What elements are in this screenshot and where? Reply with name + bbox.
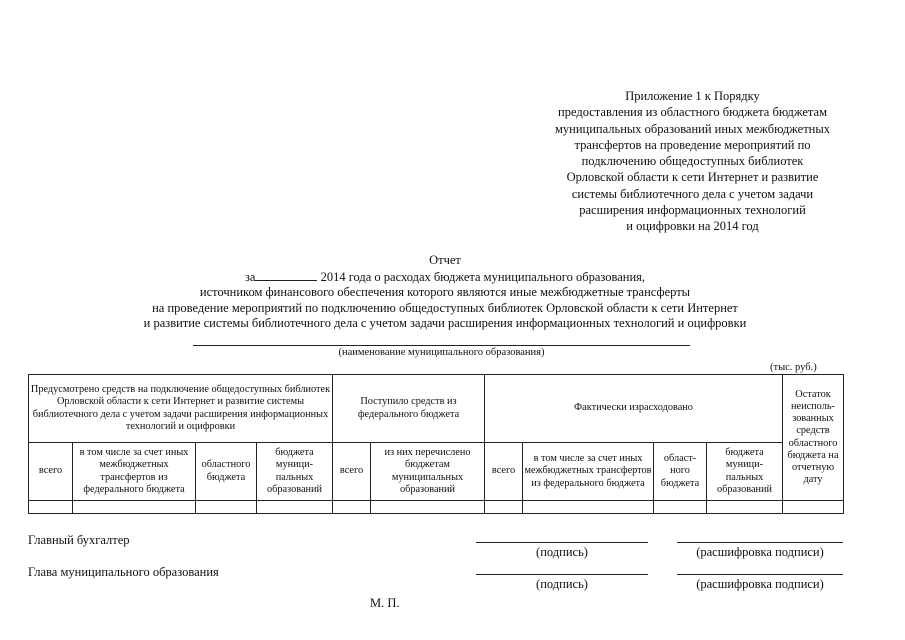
- appendix-line: Приложение 1 к Порядку: [625, 89, 760, 103]
- report-table: [28, 374, 844, 514]
- table-cell[interactable]: [29, 501, 73, 514]
- subheader-spent-total: всего: [485, 443, 523, 501]
- header-remainder: Остаток неисполь-зованных средств областного бюджета на отчетную дату: [783, 375, 844, 501]
- signature-caption: (подпись): [536, 577, 588, 591]
- header-received-federal: Поступило средств из федерального бюджета: [333, 375, 485, 443]
- appendix-line: подключению общедоступных библиотек: [581, 154, 804, 169]
- appendix-line: системы библиотечного дела с учетом задачи: [571, 186, 814, 201]
- head-label: Глава муниципального образования: [28, 565, 219, 579]
- table-cell[interactable]: [73, 501, 196, 514]
- head-decoding-field[interactable]: [677, 574, 843, 575]
- subheader-planned-municipal: бюджета муници-пальных образований: [257, 443, 333, 501]
- chief-accountant-signature-field[interactable]: [476, 542, 648, 543]
- table-cell[interactable]: [333, 501, 371, 514]
- table-cell[interactable]: [485, 501, 523, 514]
- table-cell[interactable]: [654, 501, 707, 514]
- report-title-block: [60, 253, 830, 332]
- header-actual-spent: Фактически израсходовано: [485, 375, 783, 443]
- signature-caption: (подпись): [536, 545, 588, 559]
- chief-accountant-label: Главный бухгалтер: [28, 533, 130, 547]
- table-cell[interactable]: [257, 501, 333, 514]
- report-subtitle-line: источником финансового обеспечения которого являются иные межбюджетные трансферты: [199, 285, 691, 299]
- municipality-name-field[interactable]: [193, 345, 690, 346]
- table-cell[interactable]: [707, 501, 783, 514]
- head-signature-field[interactable]: [476, 574, 648, 575]
- decoding-caption: (расшифровка подписи): [696, 577, 824, 591]
- units-label: (тыс. руб.): [770, 362, 817, 373]
- appendix-line: Орловской области к сети Интернет и развитие: [566, 170, 819, 185]
- subheader-spent-regional: област-ного бюджета: [654, 443, 707, 501]
- appendix-line: муниципальных образований иных межбюджетных: [555, 121, 830, 136]
- table-cell[interactable]: [783, 501, 844, 514]
- period-blank[interactable]: [255, 269, 317, 281]
- subheader-planned-regional: областного бюджета: [196, 443, 257, 501]
- subheader-received-transferred: из них перечислено бюджетам муниципальных образований: [371, 443, 485, 501]
- report-subtitle-line: и развитие системы библиотечного дела с учетом задачи расширения информационных технологий и оцифровки: [143, 316, 747, 330]
- decoding-caption: (расшифровка подписи): [696, 545, 824, 559]
- header-planned-funds: Предусмотрено средств на подключение общедоступных библиотек Орловской области к сети Интернет и развитие системы библиотечного дела с учетом задачи расширения информационных технологий и оцифровки: [29, 375, 333, 443]
- appendix-header: [520, 88, 865, 235]
- subheader-spent-municipal: бюджета муници-пальных образований: [707, 443, 783, 501]
- period-prefix: за: [244, 269, 256, 284]
- report-title: Отчет: [429, 253, 461, 267]
- municipality-name-caption: (наименование муниципального образования): [338, 347, 545, 358]
- table-cell[interactable]: [371, 501, 485, 514]
- period-suffix: 2014 года о расходах бюджета муниципального образования,: [317, 269, 646, 284]
- stamp-placeholder: М. П.: [370, 596, 400, 610]
- subheader-spent-federal: в том числе за счет иных межбюджетных трансфертов из федерального бюджета: [523, 443, 654, 501]
- subheader-received-total: всего: [333, 443, 371, 501]
- table-cell[interactable]: [196, 501, 257, 514]
- subheader-planned-federal: в том числе за счет иных межбюджетных трансфертов из федерального бюджета: [73, 443, 196, 501]
- appendix-line: предоставления из областного бюджета бюджетам: [558, 105, 827, 120]
- appendix-line: и оцифровки на 2014 год: [626, 219, 759, 234]
- table-cell[interactable]: [523, 501, 654, 514]
- chief-accountant-decoding-field[interactable]: [677, 542, 843, 543]
- report-subtitle-line: на проведение мероприятий по подключению общедоступных библиотек Орловской области к сети Интернет: [152, 300, 738, 315]
- report-period-line: [60, 269, 830, 286]
- subheader-planned-total: всего: [29, 443, 73, 501]
- table-row: [29, 501, 844, 514]
- appendix-line: трансфертов на проведение мероприятий по: [574, 137, 811, 152]
- appendix-line: расширения информационных технологий: [579, 203, 806, 218]
